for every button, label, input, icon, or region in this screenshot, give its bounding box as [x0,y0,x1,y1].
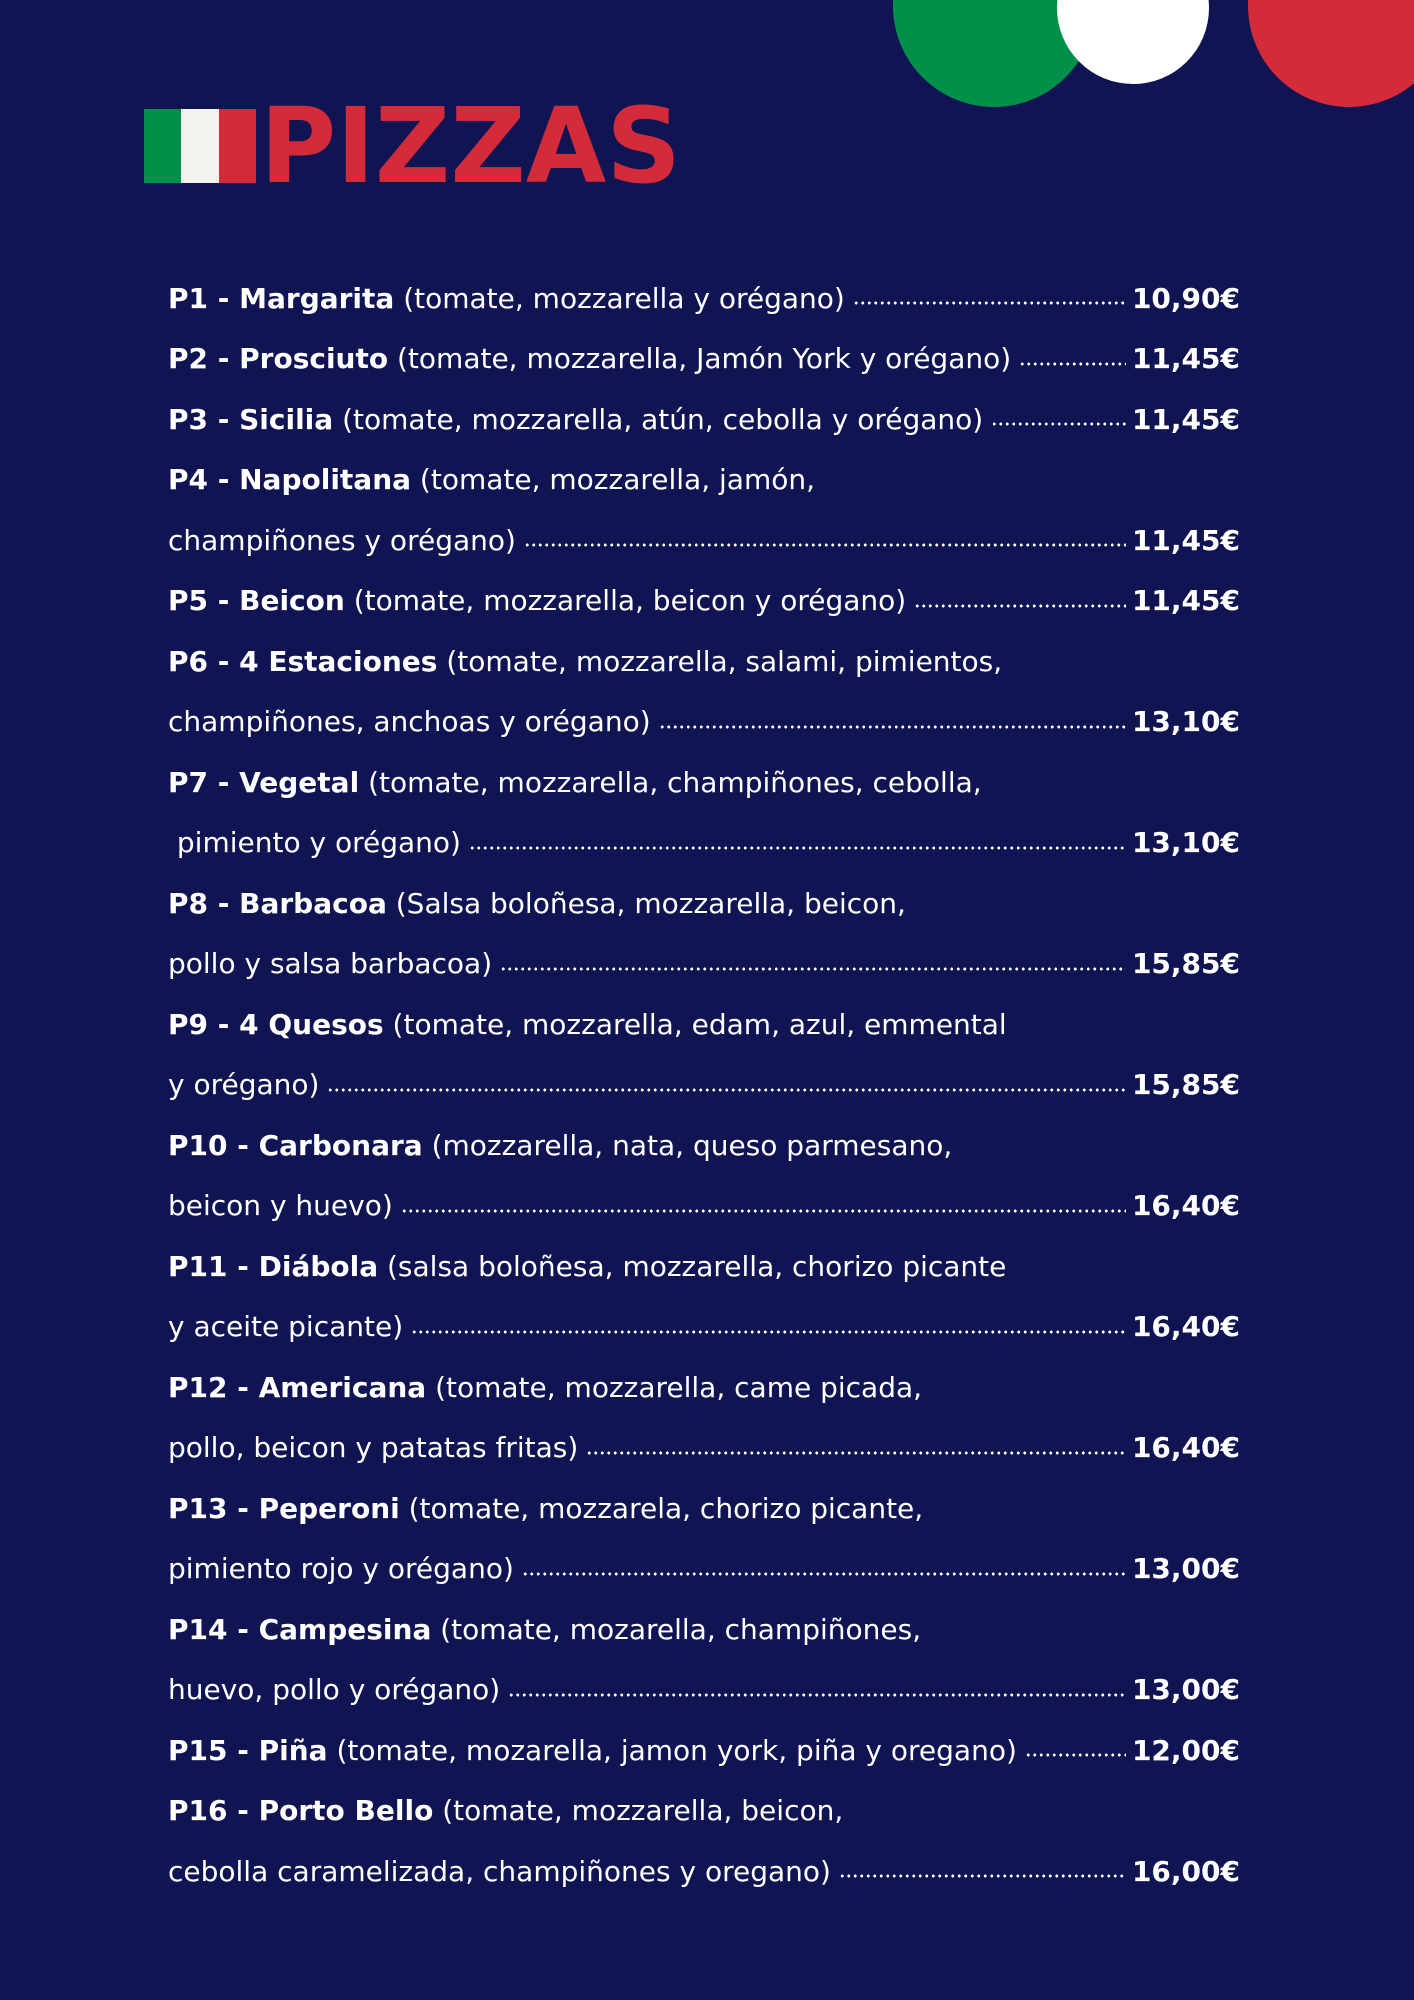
menu-item-name: P15 - Piña [168,1733,328,1767]
menu-item-line [168,1357,1240,1418]
menu-item-line [168,268,1240,329]
dotted-leader [659,725,1126,729]
dotted-leader [839,1874,1126,1878]
dotted-leader [411,1330,1126,1334]
menu-item-line [168,571,1240,632]
menu-item-line [168,1599,1240,1660]
menu-item-price: 13,00€ [1131,1552,1240,1586]
menu-item-line [168,813,1240,874]
menu-item-price: 11,45€ [1131,402,1240,436]
menu-item-line [168,692,1240,753]
menu-item-description: huevo, pollo y orégano) [168,1673,501,1707]
menu-item-description: pimiento rojo y orégano) [168,1552,514,1586]
menu-item-description: (tomate, mozzarella, beicon, [433,1794,844,1828]
menu-header [144,85,682,207]
menu-item-description: (tomate, mozarella, champiñones, [431,1612,922,1646]
menu-item-price: 16,40€ [1131,1310,1240,1344]
menu-item-name: P4 - Napolitana [168,463,412,497]
dotted-leader [1025,1753,1126,1757]
menu-item-description: (salsa boloñesa, mozzarella, chorizo picante [378,1249,1007,1283]
menu-item-name: P3 - Sicilia [168,402,334,436]
menu-item-price: 11,45€ [1131,584,1240,618]
menu-item-name: P11 - Diábola [168,1249,379,1283]
menu-item-price: 10,90€ [1131,281,1240,315]
dotted-leader [524,543,1126,547]
dotted-leader [522,1572,1126,1576]
menu-item-line [168,631,1240,692]
menu-item-line [168,510,1240,571]
menu-item-name: P5 - Beicon [168,584,345,618]
menu-item-line [168,1841,1240,1902]
menu-item-name: P16 - Porto Bello [168,1794,434,1828]
menu-item-description: (tomate, mozzarella, jamón, [411,463,815,497]
menu-item-price: 16,00€ [1131,1854,1240,1888]
menu-item-line [168,994,1240,1055]
menu-item-description: (tomate, mozzarella y orégano) [394,281,845,315]
menu-item-description: (tomate, mozzarella, champiñones, cebolla, [359,765,982,799]
menu-item-description: y aceite picante) [168,1310,404,1344]
menu-item-description: champiñones y orégano) [168,523,516,557]
decor-circle-white [1057,0,1209,84]
menu-item-line [168,752,1240,813]
menu-item-name: P2 - Prosciuto [168,342,389,376]
decor-circle-red [1248,0,1414,107]
menu-item-price: 15,85€ [1131,947,1240,981]
menu-item-description: pimiento y orégano) [168,826,461,860]
menu-item-description: champiñones, anchoas y orégano) [168,705,651,739]
menu-item-line [168,389,1240,450]
menu-item-line [168,1176,1240,1237]
menu-item-line [168,934,1240,995]
menu-item-line [168,1478,1240,1539]
menu-item-name: P14 - Campesina [168,1612,432,1646]
dotted-leader [914,604,1126,608]
menu-item-name: P13 - Peperoni [168,1491,400,1525]
page-title: PIZZAS [260,85,682,207]
dotted-leader [469,846,1126,850]
menu-item-description: cebolla caramelizada, champiñones y oregano) [168,1854,831,1888]
menu-item-line [168,450,1240,511]
menu-item-name: P12 - Americana [168,1370,427,1404]
menu-item-price: 16,40€ [1131,1431,1240,1465]
menu-item-line [168,329,1240,390]
dotted-leader [586,1451,1126,1455]
menu-item-price: 12,00€ [1131,1733,1240,1767]
menu-item-description: pollo, beicon y patatas fritas) [168,1431,579,1465]
menu-item-line [168,1115,1240,1176]
menu-item-description: pollo y salsa barbacoa) [168,947,493,981]
dotted-leader [853,301,1126,305]
menu-item-price: 11,45€ [1131,523,1240,557]
menu-item-description: (tomate, mozzarella, Jamón York y orégano) [388,342,1012,376]
menu-item-price: 16,40€ [1131,1189,1240,1223]
menu-item-line [168,1660,1240,1721]
menu-item-description: y orégano) [168,1068,320,1102]
menu-item-price: 13,10€ [1131,705,1240,739]
dotted-leader [500,967,1126,971]
menu-item-line [168,1418,1240,1479]
menu-item-description: (tomate, mozzarella, atún, cebolla y orégano) [333,402,984,436]
menu-item-price: 13,00€ [1131,1673,1240,1707]
menu-item-line [168,1236,1240,1297]
menu-item-description: (tomate, mozzarella, edam, azul, emmental [383,1007,1007,1041]
menu-item-description: (tomate, mozzarella, came picada, [426,1370,923,1404]
menu-item-line [168,1720,1240,1781]
menu-item-line [168,1539,1240,1600]
pizza-menu-list [168,268,1240,1902]
menu-item-price: 15,85€ [1131,1068,1240,1102]
menu-item-name: P1 - Margarita [168,281,395,315]
menu-item-price: 13,10€ [1131,826,1240,860]
menu-item-description: (mozzarella, nata, queso parmesano, [422,1128,953,1162]
dotted-leader [991,422,1126,426]
menu-item-name: P6 - 4 Estaciones [168,644,438,678]
menu-item-description: (tomate, mozzarela, chorizo picante, [399,1491,924,1525]
menu-item-line [168,1055,1240,1116]
menu-item-description: (tomate, mozzarella, salami, pimientos, [437,644,1003,678]
menu-item-description: beicon y huevo) [168,1189,393,1223]
italian-flag-icon [144,109,256,183]
menu-item-line [168,1781,1240,1842]
menu-item-line [168,1297,1240,1358]
menu-item-description: (Salsa boloñesa, mozzarella, beicon, [386,886,906,920]
menu-item-name: P7 - Vegetal [168,765,360,799]
dotted-leader [401,1209,1126,1213]
menu-item-description: (tomate, mozzarella, beicon y orégano) [344,584,907,618]
dotted-leader [1019,362,1126,366]
dotted-leader [327,1088,1125,1092]
menu-item-description: (tomate, mozarella, jamon york, piña y oregano) [327,1733,1017,1767]
menu-item-name: P9 - 4 Quesos [168,1007,384,1041]
menu-item-price: 11,45€ [1131,342,1240,376]
menu-item-name: P8 - Barbacoa [168,886,387,920]
menu-item-line [168,873,1240,934]
menu-item-name: P10 - Carbonara [168,1128,423,1162]
dotted-leader [508,1693,1126,1697]
